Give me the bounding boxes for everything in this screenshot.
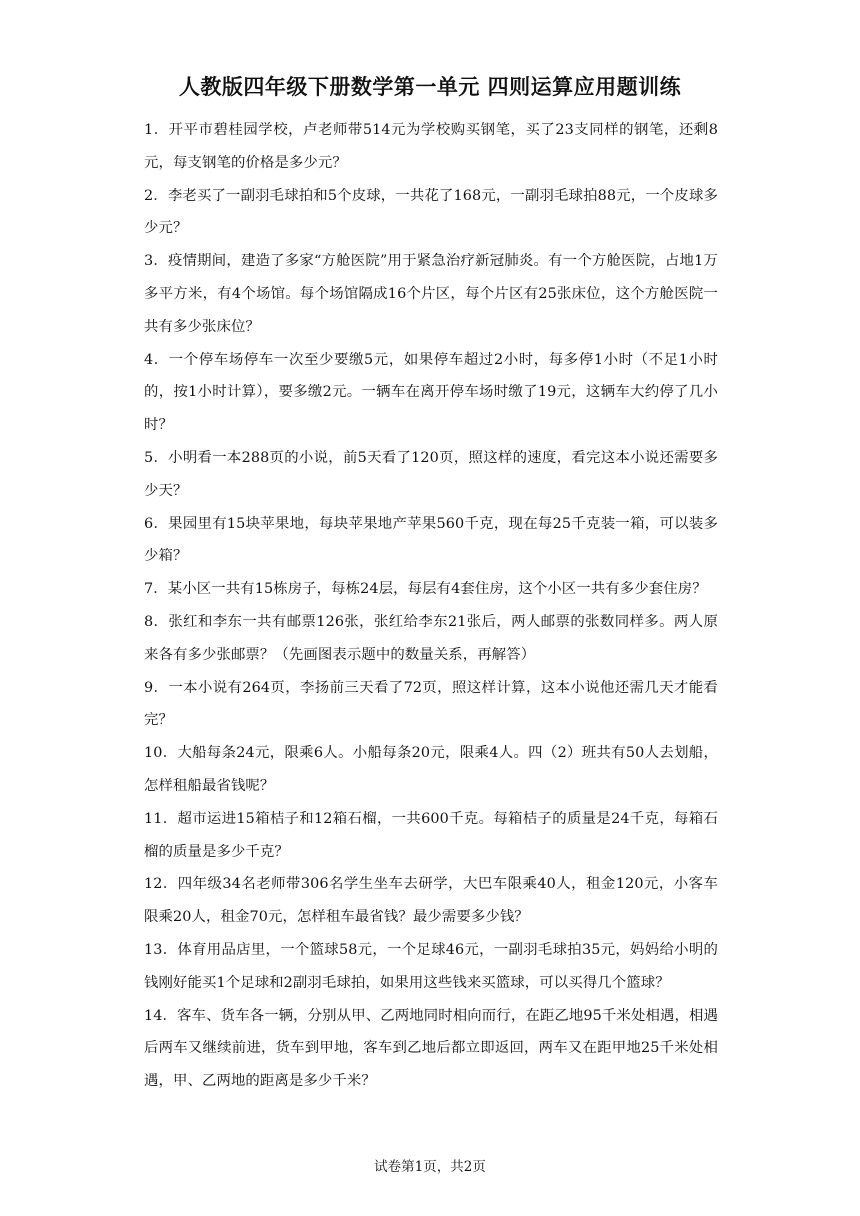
question-item: 13．体育用品店里，一个篮球58元，一个足球46元，一副羽毛球拍35元，妈妈给小明的钱刚好能买1个足球和2副羽毛球拍，如果用这些钱来买篮球，可以买得几个篮球？: [144, 941, 718, 991]
question-item: 2．李老买了一副羽毛球拍和5个皮球，一共花了168元，一副羽毛球拍88元，一个皮球多少元？: [144, 187, 718, 237]
page-title: 人教版四年级下册数学第一单元 四则运算应用题训练: [178, 74, 682, 99]
question-item: 1．开平市碧桂园学校，卢老师带514元为学校购买钢笔，买了23支同样的钢笔，还剩8元，每支钢笔的价格是多少元？: [144, 122, 718, 171]
question-item: 7．某小区一共有15栋房子，每栋24层，每层有4套住房，这个小区一共有多少套住房？: [144, 581, 707, 598]
question-item: 10．大船每条24元，限乘6人。小船每条20元，限乘4人。四（2）班共有50人去划船，怎样租船最省钱呢？: [144, 745, 718, 794]
question-item: 9．一本小说有264页，李扬前三天看了72页，照这样计算，这本小说他还需几天才能看完？: [144, 679, 718, 729]
question-item: 11．超市运进15箱桔子和12箱石榴，一共600千克。每箱桔子的质量是24千克，每箱石榴的质量是多少千克？: [144, 810, 718, 860]
question-item: 5．小明看一本288页的小说，前5天看了120页，照这样的速度，看完这本小说还需要多少天？: [144, 449, 718, 499]
page-footer: 试卷第1页，共2页: [374, 1159, 486, 1175]
question-item: 8．张红和李东一共有邮票126张，张红给李东21张后，两人邮票的张数同样多。两人原来各有多少张邮票？（先画图表示题中的数量关系，再解答）: [144, 613, 718, 663]
question-item: 12．四年级34名老师带306名学生坐车去研学，大巴车限乘40人，租金120元，小客车限乘20人，租金70元，怎样租车最省钱？最少需要多少钱？: [144, 876, 718, 926]
question-list: [144, 114, 718, 1098]
question-item: 14．客车、货车各一辆，分别从甲、乙两地同时相向而行，在距乙地95千米处相遇，相遇后两车又继续前进，货车到甲地，客车到乙地后都立即返回，两车又在距甲地25千米处相遇，甲、乙两地的距离是多少千米？: [144, 1007, 718, 1090]
question-item: 6．果园里有15块苹果地，每块苹果地产苹果560千克，现在每25千克装一箱，可以装多少箱？: [144, 515, 718, 565]
question-item: 3．疫情期间，建造了多家“方舱医院”用于紧急治疗新冠肺炎。有一个方舱医院，占地1万多平方米，有4个场馆。每个场馆隔成16个片区，每个片区有25张床位，这个方舱医院一共有多少张床位？: [144, 253, 718, 335]
question-item: 4．一个停车场停车一次至少要缴5元，如果停车超过2小时，每多停1小时（不足1小时的，按1小时计算），要多缴2元。一辆车在离开停车场时缴了19元，这辆车大约停了几小时？: [144, 351, 718, 434]
